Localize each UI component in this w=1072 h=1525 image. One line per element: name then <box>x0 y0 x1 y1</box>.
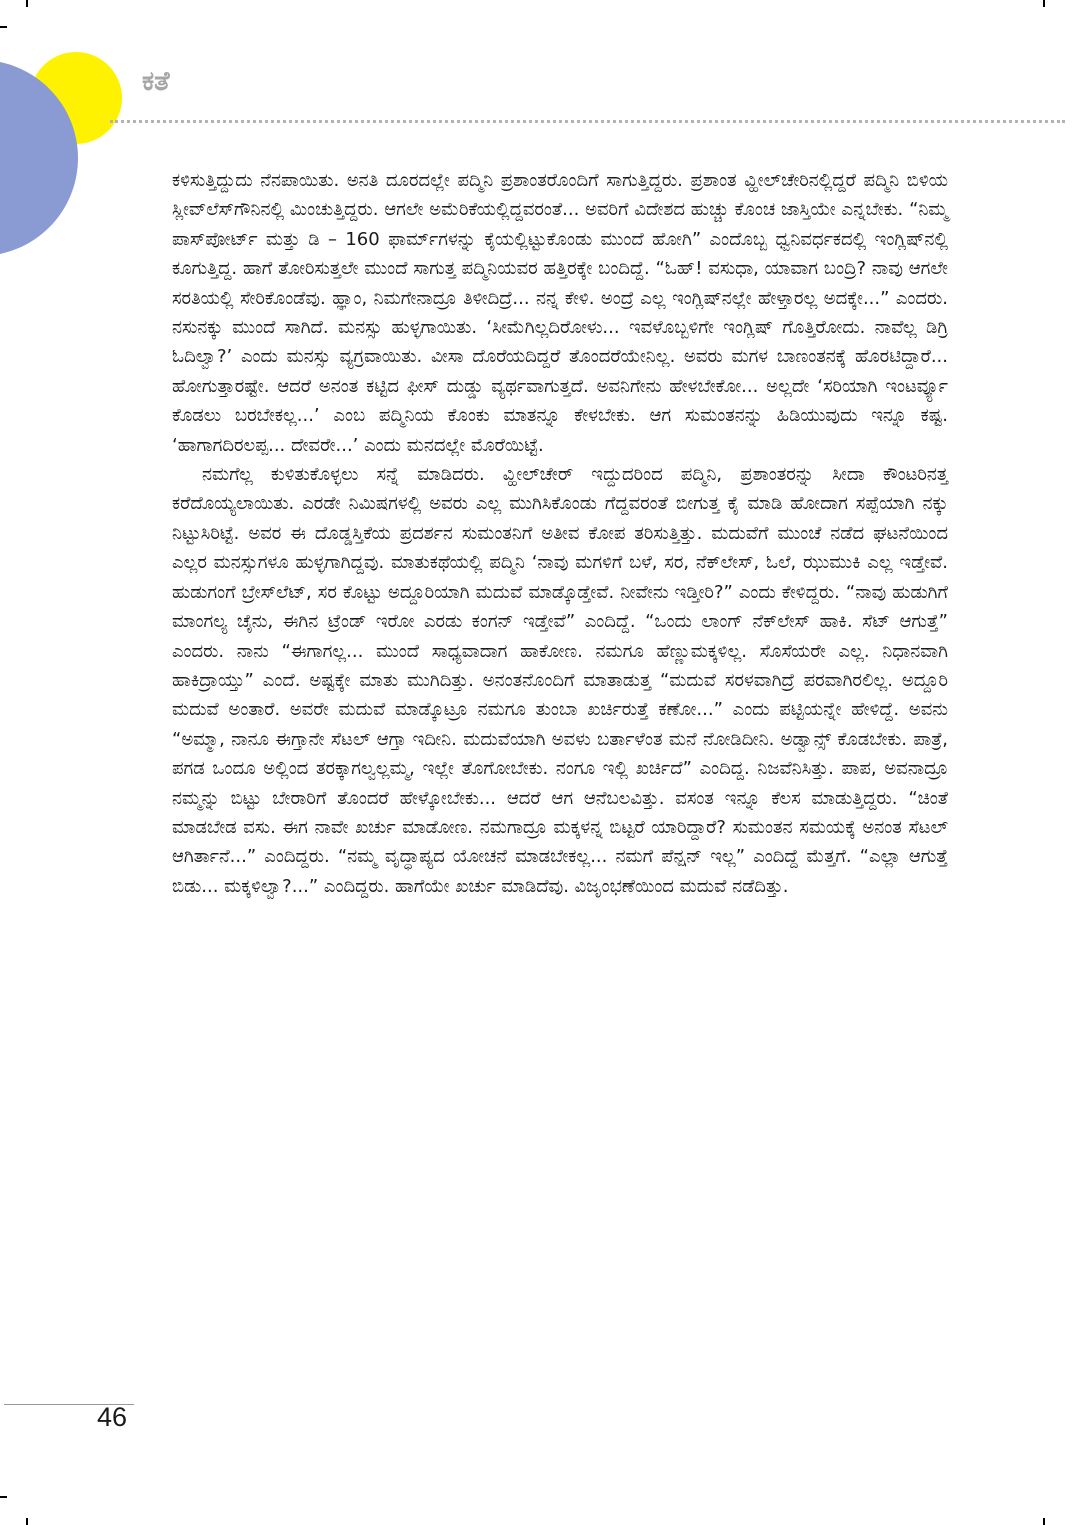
crop-mark-bottom-right <box>1043 1518 1045 1525</box>
crop-mark-top-right <box>1043 0 1045 7</box>
paragraph: ಕಳಿಸುತ್ತಿದ್ದುದು ನೆನಪಾಯಿತು. ಅನತಿ ದೂರದಲ್ಲೇ ಪದ್ಮಿನಿ ಪ್ರಶಾಂತರೊಂದಿಗೆ ಸಾಗುತ್ತಿದ್ದರು. ಪ್ರಶಾಂತ ವ್ಹೀಲ್‌ಚೇರಿನಲ್ಲಿದ್ದರೆ ಪದ್ಮಿನಿ ಬಿಳಿಯ ಸ್ಲೀವ್‌ಲೆಸ್‌ಗೌನಿನಲ್ಲಿ ಮಿಂಚುತ್ತಿದ್ದರು. ಆಗಲೇ ಅಮೆರಿಕೆಯಲ್ಲಿದ್ದವರಂತೆ... ಅವರಿಗೆ ವಿದೇಶದ ಹುಚ್ಚು ಕೊಂಚ ಜಾಸ್ತಿಯೇ ಎನ್ನಬೇಕು. “ನಿಮ್ಮ ಪಾಸ್‌ಪೋರ್ಟ್ ಮತ್ತು ಡಿ – 160 ಫಾರ್ಮ್‌ಗಳನ್ನು ಕೈಯಲ್ಲಿಟ್ಟುಕೊಂಡು ಮುಂದೆ ಹೋಗಿ” ಎಂದೊಬ್ಬ ಧ್ವನಿವರ್ಧಕದಲ್ಲಿ ಇಂಗ್ಲಿಷ್‌ನಲ್ಲಿ ಕೂಗುತ್ತಿದ್ದ. ಹಾಗೆ ತೋರಿಸುತ್ತಲೇ ಮುಂದೆ ಸಾಗುತ್ತ ಪದ್ಮಿನಿಯವರ ಹತ್ತಿರಕ್ಕೇ ಬಂದಿದ್ದೆ. “ಓಹ್! ವಸುಧಾ, ಯಾವಾಗ ಬಂದ್ರಿ? ನಾವು ಆಗಲೇ ಸರತಿಯಲ್ಲಿ ಸೇರಿಕೊಂಡೆವು. ಹ್ಞಾಂ, ನಿಮಗೇನಾದ್ರೂ ತಿಳೀದಿದ್ರೆ... ನನ್ನ ಕೇಳಿ. ಅಂದ್ರೆ ಎಲ್ಲ ಇಂಗ್ಲಿಷ್‌ನಲ್ಲೇ ಹೇಳ್ತಾರಲ್ಲ ಅದಕ್ಕೇ...” ಎಂದರು. ನಸುನಕ್ಕು ಮುಂದೆ ಸಾಗಿದೆ. ಮನಸ್ಸು ಹುಳ್ಳಗಾಯಿತು. ‘ಸೀಮೆಗಿಲ್ಲದಿರೋಳು... ಇವಳೊಬ್ಬಳಿಗೇ ಇಂಗ್ಲಿಷ್ ಗೊತ್ತಿರೋದು. ನಾವೆಲ್ಲ ಡಿಗ್ರಿ ಓದಿಲ್ವಾ?’ ಎಂದು ಮನಸ್ಸು ವ್ಯಗ್ರವಾಯಿತು. ವೀಸಾ ದೊರೆಯದಿದ್ದರೆ ತೊಂದರೆಯೇನಿಲ್ಲ. ಅವರು ಮಗಳ ಬಾಣಂತನಕ್ಕೆ ಹೊರಟಿದ್ದಾರೆ... ಹೋಗುತ್ತಾರಷ್ಟೇ. ಆದರೆ ಅನಂತ ಕಟ್ಟಿದ ಫೀಸ್ ದುಡ್ಡು ವ್ಯರ್ಥವಾಗುತ್ತದೆ. ಅವನಿಗೇನು ಹೇಳಬೇಕೋ... ಅಲ್ಲದೇ ‘ಸರಿಯಾಗಿ ಇಂಟರ್ವ್ಯೂ ಕೊಡಲು ಬರಬೇಕಲ್ಲ...’ ಎಂಬ ಪದ್ಮಿನಿಯ ಕೊಂಕು ಮಾತನ್ನೂ ಕೇಳಬೇಕು. ಆಗ ಸುಮಂತನನ್ನು ಹಿಡಿಯುವುದು ಇನ್ನೂ ಕಷ್ಟ. ‘ಹಾಗಾಗದಿರಲಪ್ಪ... ದೇವರೇ...’ ಎಂದು ಮನದಲ್ಲೇ ಮೊರೆಯಿಟ್ಟೆ. <box>172 170 948 456</box>
crop-mark-top-left <box>26 0 28 7</box>
crop-mark-top-left-h <box>0 26 7 28</box>
crop-mark-bottom-left-h <box>0 1496 7 1498</box>
header-dotted-rule <box>110 120 1065 123</box>
page-number: 46 <box>97 1402 128 1432</box>
story-body <box>172 166 948 901</box>
section-title: ಕತೆ <box>142 66 170 97</box>
paragraph: ನಮಗೆಲ್ಲ ಕುಳಿತುಕೊಳ್ಳಲು ಸನ್ನೆ ಮಾಡಿದರು. ವ್ಹೀಲ್‌ಚೇರ್ ಇದ್ದುದರಿಂದ ಪದ್ಮಿನಿ, ಪ್ರಶಾಂತರನ್ನು ಸೀದಾ ಕೌಂಟರಿನತ್ತ ಕರೆದೊಯ್ಯಲಾಯಿತು. ಎರಡೇ ನಿಮಿಷಗಳಲ್ಲಿ ಅವರು ಎಲ್ಲ ಮುಗಿಸಿಕೊಂಡು ಗೆದ್ದವರಂತೆ ಬೀಗುತ್ತ ಕೈ ಮಾಡಿ ಹೋದಾಗ ಸಪ್ಪೆಯಾಗಿ ನಕ್ಕು ನಿಟ್ಟುಸಿರಿಟ್ಟೆ. ಅವರ ಈ ದೊಡ್ಡಸ್ತಿಕೆಯ ಪ್ರದರ್ಶನ ಸುಮಂತನಿಗೆ ಅತೀವ ಕೋಪ ತರಿಸುತ್ತಿತ್ತು. ಮದುವೆಗೆ ಮುಂಚೆ ನಡೆದ ಘಟನೆಯಿಂದ ಎಲ್ಲರ ಮನಸ್ಸುಗಳೂ ಹುಳ್ಳಗಾಗಿದ್ದವು. ಮಾತುಕಥೆಯಲ್ಲಿ ಪದ್ಮಿನಿ ‘ನಾವು ಮಗಳಿಗೆ ಬಳೆ, ಸರ, ನೆಕ್‌ಲೇಸ್, ಓಲೆ, ಝುಮುಕಿ ಎಲ್ಲ ಇಡ್ತೇವೆ. ಹುಡುಗಂಗೆ ಬ್ರೇಸ್‌ಲೆಟ್, ಸರ ಕೊಟ್ಟು ಅದ್ದೂರಿಯಾಗಿ ಮದುವೆ ಮಾಡ್ಕೊಡ್ತೇವೆ. ನೀವೇನು ಇಡ್ತೀರಿ?” ಎಂದು ಕೇಳಿದ್ದರು. “ನಾವು ಹುಡುಗಿಗೆ ಮಾಂಗಲ್ಯ ಚೈನು, ಈಗಿನ ಟ್ರೆಂಡ್ ಇರೋ ಎರಡು ಕಂಗನ್ ಇಡ್ತೇವೆ” ಎಂದಿದ್ದೆ. “ಒಂದು ಲಾಂಗ್ ನೆಕ್‌ಲೇಸ್ ಹಾಕಿ. ಸೆಟ್ ಆಗುತ್ತೆ” ಎಂದರು. ನಾನು “ಈಗಾಗಲ್ಲ... ಮುಂದೆ ಸಾಧ್ಯವಾದಾಗ ಹಾಕೋಣ. ನಮಗೂ ಹೆಣ್ಣುಮಕ್ಕಳಿಲ್ಲ. ಸೊಸೆಯರೇ ಎಲ್ಲ. ನಿಧಾನವಾಗಿ ಹಾಕಿದ್ರಾಯ್ತು” ಎಂದೆ. ಅಷ್ಟಕ್ಕೇ ಮಾತು ಮುಗಿದಿತ್ತು. ಅನಂತನೊಂದಿಗೆ ಮಾತಾಡುತ್ತ “ಮದುವೆ ಸರಳವಾಗಿದ್ರೆ ಪರವಾಗಿರಲಿಲ್ಲ. ಅದ್ದೂರಿ ಮದುವೆ ಅಂತಾರೆ. ಅವರೇ ಮದುವೆ ಮಾಡ್ಕೊಟ್ರೂ ನಮಗೂ ತುಂಬಾ ಖರ್ಚಿರುತ್ತೆ ಕಣೋ...” ಎಂದು ಪಟ್ಟಿಯನ್ನೇ ಹೇಳಿದ್ದೆ. ಅವನು “ಅಮ್ಮಾ, ನಾನೂ ಈಗ್ತಾನೇ ಸೆಟಲ್ ಆಗ್ತಾ ಇದೀನಿ. ಮದುವೆಯಾಗಿ ಅವಳು ಬರ್ತಾಳೆಂತ ಮನೆ ನೋಡಿದೀನಿ. ಅಡ್ವಾನ್ಸ್ ಕೊಡಬೇಕು. ಪಾತ್ರೆ, ಪಗಡ ಒಂದೂ ಅಲ್ಲಿಂದ ತರಕ್ಕಾಗಲ್ವಲ್ಲಮ್ಮ, ಇಲ್ಲೇ ತೊಗೋಬೇಕು. ನಂಗೂ ಇಲ್ಲಿ ಖರ್ಚಿದೆ” ಎಂದಿದ್ದ. ನಿಜವೆನಿಸಿತ್ತು. ಪಾಪ, ಅವನಾದ್ರೂ ನಮ್ಮನ್ನು ಬಿಟ್ಟು ಬೇರಾರಿಗೆ ತೊಂದರೆ ಹೇಳ್ಕೋಬೇಕು... ಆದರೆ ಆಗ ಆನೆಬಲವಿತ್ತು. ವಸಂತ ಇನ್ನೂ ಕೆಲಸ ಮಾಡುತ್ತಿದ್ದರು. “ಚಿಂತೆ ಮಾಡಬೇಡ ವಸು. ಈಗ ನಾವೇ ಖರ್ಚು ಮಾಡೋಣ. ನಮಗಾದ್ರೂ ಮಕ್ಕಳನ್ನ ಬಿಟ್ಟರೆ ಯಾರಿದ್ದಾರೆ? ಸುಮಂತನ ಸಮಯಕ್ಕೆ ಅನಂತ ಸೆಟಲ್ ಆಗಿರ್ತಾನೆ...” ಎಂದಿದ್ದರು. “ನಮ್ಮ ವೃದ್ಧಾಪ್ಯದ ಯೋಚನೆ ಮಾಡಬೇಕಲ್ಲ... ನಮಗೆ ಪೆನ್ಷನ್ ಇಲ್ಲ” ಎಂದಿದ್ದೆ ಮೆತ್ತಗೆ. “ಎಲ್ಲಾ ಆಗುತ್ತೆ ಬಿಡು... ಮಕ್ಕಳಿಲ್ವಾ?...” ಎಂದಿದ್ದರು. ಹಾಗೆಯೇ ಖರ್ಚು ಮಾಡಿದೆವು. ವಿಜೃಂಭಣೆಯಿಂದ ಮದುವೆ ನಡೆದಿತ್ತು. <box>172 464 948 897</box>
crop-mark-bottom-left <box>26 1518 28 1525</box>
